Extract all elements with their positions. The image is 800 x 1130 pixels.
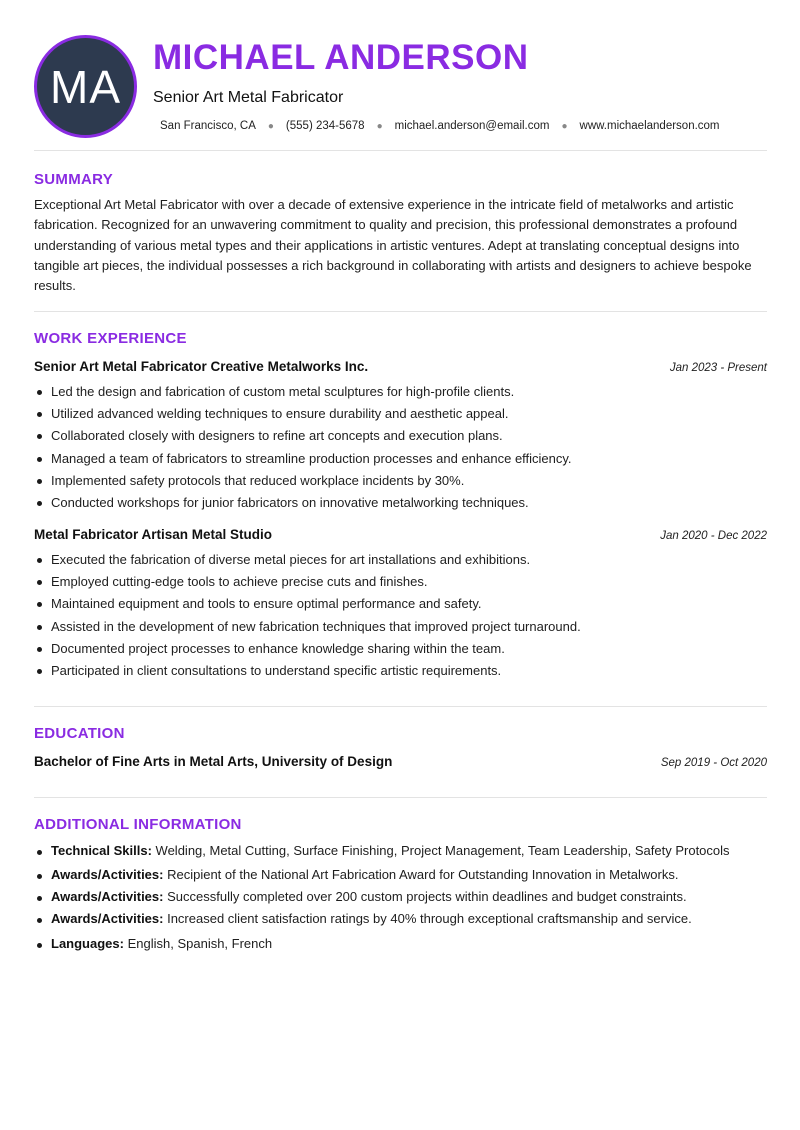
divider (34, 150, 767, 151)
info-text: English, Spanish, French (127, 936, 273, 951)
job-bullets (34, 549, 769, 682)
education-entry (34, 754, 767, 769)
divider (34, 797, 767, 798)
list-item: Executed the fabrication of diverse metal pieces for art installations and exhibitions. (34, 549, 769, 571)
education-dates: Sep 2019 - Oct 2020 (660, 757, 767, 769)
info-label: Awards/Activities: (51, 867, 164, 882)
info-text: Increased client satisfaction ratings by 40% through exceptional craftsmanship and service. (167, 911, 692, 926)
job-dates: Jan 2023 - Present (669, 362, 767, 374)
list-item: Managed a team of fabricators to streamline production processes and enhance efficiency. (34, 448, 769, 470)
info-text: Successfully completed over 200 custom projects within deadlines and budget constraints. (167, 889, 687, 904)
additional-heading: ADDITIONAL INFORMATION (34, 816, 242, 833)
list-item (34, 889, 769, 911)
contact-email[interactable]: michael.anderson@email.com (394, 120, 550, 132)
education-degree: Bachelor of Fine Arts in Metal Arts, University of Design (34, 754, 393, 769)
contact-bar (160, 120, 720, 132)
additional-list (34, 843, 769, 958)
info-label: Awards/Activities: (51, 889, 164, 904)
contact-phone: (555) 234-5678 (285, 120, 365, 132)
divider (34, 311, 767, 312)
contact-website[interactable]: www.michaelanderson.com (579, 120, 720, 132)
info-label: Awards/Activities: (51, 911, 164, 926)
job-header (34, 527, 767, 542)
separator-dot-icon: ● (267, 120, 274, 132)
education-heading: EDUCATION (34, 725, 125, 742)
info-text: Recipient of the National Art Fabrication Award for Outstanding Innovation in Metalworks. (167, 867, 679, 882)
list-item: Assisted in the development of new fabrication techniques that improved project turnaround. (34, 616, 769, 638)
job-header (34, 359, 767, 374)
list-item: Utilized advanced welding techniques to ensure durability and aesthetic appeal. (34, 403, 769, 425)
job-bullets (34, 381, 769, 514)
list-item: Implemented safety protocols that reduced workplace incidents by 30%. (34, 470, 769, 492)
avatar-initials: MA (50, 60, 121, 113)
info-label: Technical Skills: (51, 843, 152, 858)
list-item: Employed cutting-edge tools to achieve precise cuts and finishes. (34, 571, 769, 593)
list-item: Conducted workshops for junior fabricators on innovative metalworking techniques. (34, 492, 769, 514)
list-item: Collaborated closely with designers to refine art concepts and execution plans. (34, 425, 769, 447)
list-item: Maintained equipment and tools to ensure optimal performance and safety. (34, 593, 769, 615)
list-item: Led the design and fabrication of custom metal sculptures for high-profile clients. (34, 381, 769, 403)
info-label: Languages: (51, 936, 124, 951)
contact-location: San Francisco, CA (160, 120, 256, 132)
job-dates: Jan 2020 - Dec 2022 (660, 530, 767, 542)
experience-heading: WORK EXPERIENCE (34, 330, 187, 347)
list-item (34, 936, 769, 958)
job-role: Senior Art Metal Fabricator Creative Metalworks Inc. (34, 359, 369, 374)
candidate-title: Senior Art Metal Fabricator (153, 89, 344, 106)
summary-text: Exceptional Art Metal Fabricator with over a decade of extensive experience in the intricate field of metalworks and artistic fabrication. Recognized for an unwavering commitment to quality and precision, this professional demonstrates a profound understanding of various metal types and their applications in artistic ventures. Adept at translating conceptual designs into tangible art pieces, the individual possesses a rich background in collaborating with artists and designers to achieve bespoke results. (34, 197, 752, 294)
summary-heading: SUMMARY (34, 171, 114, 188)
list-item: Documented project processes to enhance knowledge sharing within the team. (34, 638, 769, 660)
list-item (34, 843, 769, 867)
separator-dot-icon: ● (376, 120, 383, 132)
candidate-name: MICHAEL ANDERSON (153, 38, 529, 77)
list-item: Participated in client consultations to understand specific artistic requirements. (34, 660, 769, 682)
job-role: Metal Fabricator Artisan Metal Studio (34, 527, 273, 542)
avatar (34, 35, 137, 138)
divider (34, 706, 767, 707)
info-text: Welding, Metal Cutting, Surface Finishing, Project Management, Team Leadership, Safety Protocols (155, 843, 730, 858)
separator-dot-icon: ● (561, 120, 568, 132)
list-item (34, 867, 769, 889)
list-item (34, 911, 769, 936)
